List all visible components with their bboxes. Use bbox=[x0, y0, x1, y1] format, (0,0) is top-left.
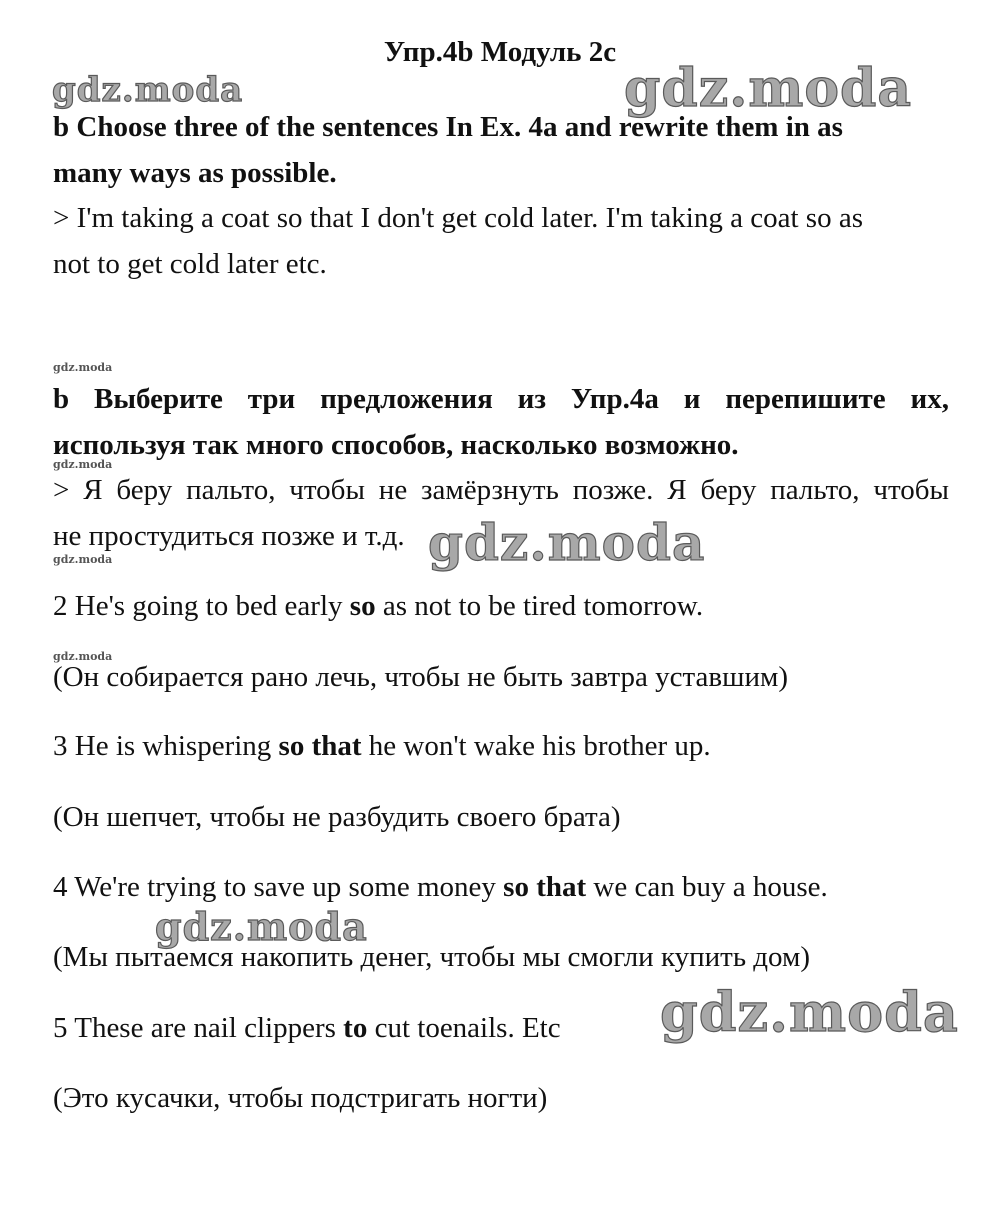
watermark-small: gdz.moda bbox=[53, 361, 113, 374]
english-example-line: > I'm taking a coat so that I don't get cold later. I'm taking a coat so as bbox=[53, 202, 863, 234]
russian-task-line: b Выберите три предложения из Упр.4а и перепишите их, bbox=[53, 383, 949, 415]
sentence-text: 5 These are nail clippers bbox=[53, 1012, 344, 1044]
sentence-translation: (Это кусачки, чтобы подстригать ногти) bbox=[53, 1082, 548, 1114]
watermark-small: gdz.moda bbox=[53, 650, 113, 663]
sentence-text: 4 We're trying to save up some money bbox=[53, 871, 504, 903]
english-example-line: not to get cold later etc. bbox=[53, 248, 327, 280]
sentence-translation: (Он шепчет, чтобы не разбудить своего брата) bbox=[53, 801, 621, 833]
sentence-translation: (Мы пытаемся накопить денег, чтобы мы смогли купить дом) bbox=[53, 941, 811, 973]
sentence-item bbox=[53, 586, 703, 626]
sentence-item bbox=[53, 867, 828, 907]
watermark-logo: gdz.moda bbox=[660, 980, 959, 1044]
sentence-text: he won't wake his brother up. bbox=[361, 730, 711, 762]
sentence-text: 2 He's going to bed early bbox=[53, 590, 350, 622]
sentence-text: we can buy a house. bbox=[586, 871, 828, 903]
watermark-small: gdz.moda bbox=[53, 553, 113, 566]
sentence-keyword: so bbox=[349, 590, 376, 622]
russian-example-line: > Я беру пальто, чтобы не замёрзнуть позже. Я беру пальто, чтобы bbox=[53, 474, 949, 506]
sentence-keyword: so that bbox=[278, 730, 362, 762]
sentence-text: cut toenails. Etc bbox=[367, 1012, 561, 1044]
sentence-text: as not to be tired tomorrow. bbox=[375, 590, 704, 622]
watermark-logo: gdz.moda bbox=[155, 904, 368, 949]
sentence-item bbox=[53, 1008, 561, 1048]
page-title: Упр.4b Модуль 2с bbox=[383, 36, 617, 68]
sentence-keyword: so that bbox=[503, 871, 587, 903]
watermark-small: gdz.moda bbox=[53, 458, 113, 471]
russian-task-line: используя так много способов, насколько возможно. bbox=[53, 429, 739, 461]
watermark-logo: gdz.moda bbox=[428, 513, 706, 572]
watermark-logo: gdz.moda bbox=[52, 70, 244, 110]
sentence-translation: (Он собирается рано лечь, чтобы не быть завтра уставшим) bbox=[53, 661, 788, 693]
russian-example-line: не простудиться позже и т.д. bbox=[53, 520, 405, 552]
english-task-line: many ways as possible. bbox=[53, 157, 337, 189]
sentence-item bbox=[53, 726, 711, 766]
watermark-logo: gdz.moda bbox=[624, 58, 913, 119]
sentence-text: 3 He is whispering bbox=[53, 730, 279, 762]
english-task-line: b Choose three of the sentences In Ex. 4a and rewrite them in as bbox=[53, 111, 843, 143]
sentence-keyword: to bbox=[343, 1012, 368, 1044]
